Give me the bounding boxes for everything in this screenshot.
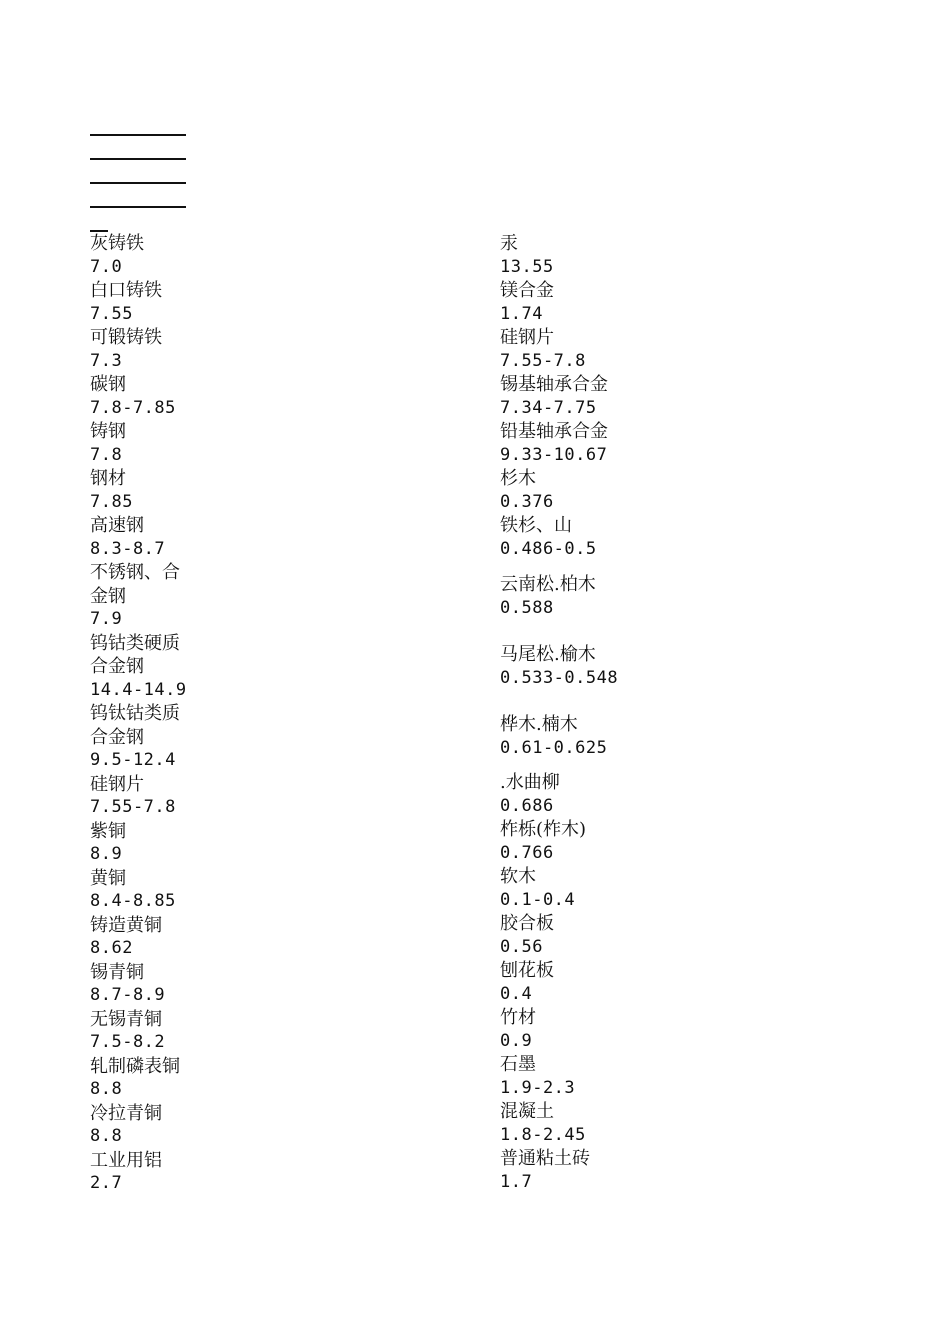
- material-name: 轧制磷表铜: [90, 1055, 180, 1077]
- material-name: 马尾松.榆木: [500, 644, 596, 665]
- material-name: 白口铸铁: [90, 280, 162, 301]
- left-column: [90, 232, 280, 1196]
- material-entry: [500, 1053, 760, 1100]
- density-value: 9.5-12.4: [90, 750, 176, 770]
- material-entry: [500, 326, 760, 373]
- material-entry: [90, 702, 280, 773]
- density-value: 8.3-8.7: [90, 538, 166, 559]
- material-name: 高速钢: [90, 515, 144, 536]
- material-name: 普通粘土砖: [500, 1148, 590, 1169]
- density-value: 7.5-8.2: [90, 1032, 166, 1052]
- rule-line: [90, 208, 108, 232]
- material-entry: [500, 420, 760, 467]
- material-name: 杉木: [500, 468, 536, 489]
- material-name: 桦木.楠木: [500, 714, 578, 735]
- material-entry: [500, 467, 760, 514]
- material-entry: [500, 1006, 760, 1053]
- density-value: 7.55-7.8: [90, 797, 176, 817]
- material-name: 钨钴类硬质合金钢: [90, 632, 180, 677]
- material-name: 汞: [500, 233, 518, 254]
- material-name: 混凝土: [500, 1101, 554, 1122]
- material-name: 钢材: [90, 468, 126, 489]
- density-value: 0.56: [500, 936, 543, 957]
- material-entry: [90, 514, 280, 561]
- density-value: 8.4-8.85: [90, 891, 176, 911]
- material-entry: [500, 643, 760, 690]
- material-name: 胶合板: [500, 913, 554, 934]
- material-entry: [90, 961, 280, 1008]
- density-value: 0.4: [500, 983, 533, 1004]
- material-name: 紫铜: [90, 820, 126, 842]
- density-value: 0.533-0.548: [500, 667, 619, 688]
- density-value: 0.9: [500, 1030, 533, 1051]
- material-name: 柞栎(柞木): [500, 819, 587, 840]
- density-value: 7.85: [90, 491, 133, 512]
- material-entry: [500, 573, 760, 620]
- material-name: 锡基轴承合金: [500, 374, 608, 395]
- material-entry: [500, 818, 760, 865]
- density-value: 0.61-0.625: [500, 737, 608, 758]
- density-value: 7.9: [90, 609, 123, 629]
- density-value: 7.55-7.8: [500, 350, 586, 371]
- material-entry: [90, 1102, 280, 1149]
- density-value: 7.55: [90, 303, 133, 324]
- material-entry: [500, 514, 760, 561]
- density-value: 7.8: [90, 444, 123, 465]
- material-name: 铅基轴承合金: [500, 421, 608, 442]
- density-value: 0.376: [500, 491, 554, 512]
- material-name: 黄铜: [90, 867, 126, 889]
- material-entry: [500, 912, 760, 959]
- material-name: 石墨: [500, 1054, 536, 1075]
- material-name: 软木: [500, 866, 536, 887]
- material-name: 灰铸铁: [90, 233, 144, 254]
- material-name: 铸钢: [90, 421, 126, 442]
- density-value: 1.74: [500, 303, 543, 324]
- material-name: 云南松.柏木: [500, 574, 596, 595]
- material-entry: [500, 1147, 760, 1194]
- material-entry: [90, 279, 280, 326]
- material-entry: [500, 713, 760, 760]
- material-entry: [90, 467, 280, 514]
- density-value: 8.8: [90, 1126, 123, 1146]
- material-name: 硅钢片: [500, 327, 554, 348]
- density-value: 7.8-7.85: [90, 397, 176, 418]
- density-value: 14.4-14.9: [90, 679, 187, 700]
- material-name: 无锡青铜: [90, 1008, 162, 1030]
- header-rules: [90, 112, 186, 232]
- material-entry: [90, 773, 280, 820]
- density-value: 8.7-8.9: [90, 985, 166, 1005]
- material-name: 刨花板: [500, 960, 554, 981]
- material-name: 可锻铸铁: [90, 327, 162, 348]
- rule-line: [90, 184, 186, 208]
- density-value: 2.7: [90, 1173, 123, 1193]
- rule-line: [90, 160, 186, 184]
- material-entry: [90, 632, 280, 703]
- material-entry: [500, 959, 760, 1006]
- density-value: 13.55: [500, 256, 554, 277]
- material-name: 硅钢片: [90, 773, 144, 795]
- density-value: 0.686: [500, 795, 554, 816]
- density-value: 1.7: [500, 1171, 533, 1192]
- material-name: 工业用铝: [90, 1149, 162, 1171]
- material-entry: [90, 820, 280, 867]
- material-entry: [500, 1100, 760, 1147]
- material-name: 铸造黄铜: [90, 914, 162, 936]
- material-entry: [90, 373, 280, 420]
- material-entry: [90, 867, 280, 914]
- material-entry: [500, 865, 760, 912]
- density-value: 7.34-7.75: [500, 397, 597, 418]
- density-value: 0.1-0.4: [500, 889, 576, 910]
- material-entry: [90, 232, 280, 279]
- rule-line: [90, 136, 186, 160]
- material-entry: [90, 561, 280, 632]
- material-entry: [500, 232, 760, 279]
- material-entry: [90, 1055, 280, 1102]
- material-entry: [90, 914, 280, 961]
- material-entry: [500, 279, 760, 326]
- density-value: 1.9-2.3: [500, 1077, 576, 1098]
- density-value: 0.766: [500, 842, 554, 863]
- material-entry: [90, 326, 280, 373]
- material-name: 锡青铜: [90, 961, 144, 983]
- density-value: 8.8: [90, 1079, 123, 1099]
- density-value: 8.9: [90, 844, 123, 864]
- density-value: 8.62: [90, 938, 133, 958]
- material-entry: [90, 1149, 280, 1196]
- density-value: 7.3: [90, 350, 123, 371]
- material-name: 铁杉、山: [500, 515, 572, 536]
- density-value: 9.33-10.67: [500, 444, 608, 465]
- material-entry: [500, 771, 760, 818]
- material-name: 钨钛钴类质合金钢: [90, 703, 180, 748]
- density-value: 0.588: [500, 597, 554, 618]
- material-name: 镁合金: [500, 280, 554, 301]
- rule-line: [90, 112, 186, 136]
- density-value: 0.486-0.5: [500, 538, 597, 559]
- material-entry: [90, 1008, 280, 1055]
- material-name: .水曲柳: [500, 772, 560, 793]
- right-column: [500, 232, 760, 1194]
- material-name: 不锈钢、合金钢: [90, 562, 180, 607]
- material-entry: [500, 373, 760, 420]
- density-value: 7.0: [90, 256, 123, 277]
- material-name: 碳钢: [90, 374, 126, 395]
- material-name: 竹材: [500, 1007, 536, 1028]
- density-value: 1.8-2.45: [500, 1124, 586, 1145]
- material-name: 冷拉青铜: [90, 1102, 162, 1124]
- material-entry: [90, 420, 280, 467]
